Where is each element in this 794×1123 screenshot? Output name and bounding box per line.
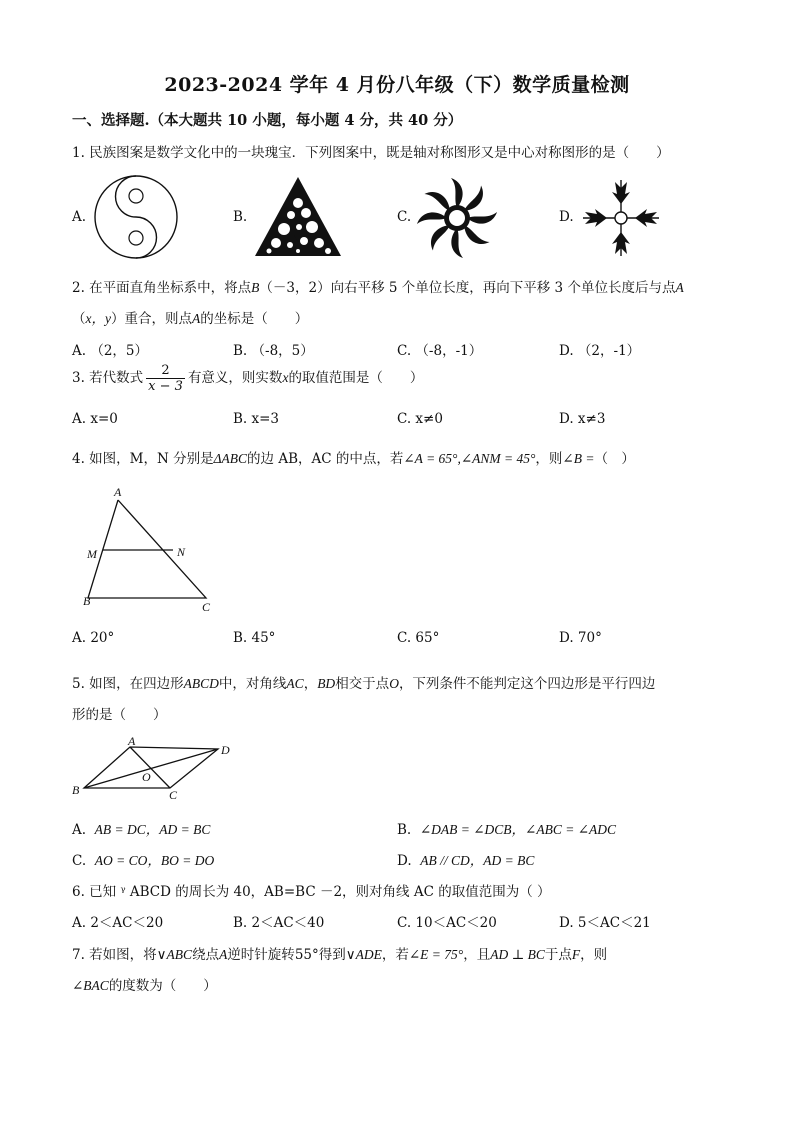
- q4-option-b: B. 45°: [233, 630, 276, 646]
- q2-option-d: D. （2，-1）: [559, 343, 641, 359]
- q1-option-b-label: B.: [233, 209, 248, 225]
- q6-stem: 6. 已知 ᵞ ABCD 的周长为 40，AB=BC －2，则对角线 AC 的取值范围为（ ）: [72, 884, 551, 900]
- q2-option-c: C. （-8，-1）: [397, 343, 483, 359]
- label-d: D: [221, 743, 230, 757]
- triangle-pattern-figure: [254, 175, 344, 259]
- q3-stem: 3. 若代数式 $\frac{2}{x - 3}$ 有意义，则实数x的取值范围是（ ）: [72, 363, 424, 394]
- q6-option-d: D. 5＜AC＜21: [559, 915, 651, 931]
- label-n: N: [177, 545, 186, 559]
- q4-option-c: C. 65°: [397, 630, 440, 646]
- q2-option-b: B. （-8，5）: [233, 343, 314, 359]
- q2-option-a: A. （2，5）: [72, 343, 149, 359]
- q1-option-c-label: C.: [397, 209, 412, 225]
- q3-option-d: D. x≠3: [559, 411, 606, 427]
- q6-option-a: A. 2＜AC＜20: [72, 915, 164, 931]
- label-c: C: [202, 600, 211, 614]
- q3-option-b: B. x=3: [233, 411, 280, 427]
- q4-triangle-diagram: [78, 483, 218, 615]
- cross-leaf-figure: [578, 176, 664, 260]
- q5-option-b: B. ∠DAB = ∠DCB，∠ABC = ∠ADC: [397, 822, 617, 838]
- q6-option-b: B. 2＜AC＜40: [233, 915, 325, 931]
- q4-stem: 4. 如图，M，N 分别是ΔABC的边 AB，AC 的中点，若∠A = 65°,∠ANM = 45°，则∠B =（ ）: [72, 451, 635, 467]
- label-a: A: [128, 734, 136, 748]
- yin-yang-figure: [92, 175, 182, 261]
- q3-fraction: $\frac{2}{x - 3}$: [148, 363, 183, 394]
- q3-option-c: C. x≠0: [397, 411, 443, 427]
- q1-option-d-label: D.: [559, 209, 574, 225]
- q1-option-a-label: A.: [72, 209, 87, 225]
- label-m: M: [87, 547, 97, 561]
- q4-option-d: D. 70°: [559, 630, 602, 646]
- q7-line1: 7. 若如图，将∨ABC绕点A逆时针旋转55°得到∨ADE，若∠E = 75°，且AD ⊥ BC于点F，则: [72, 947, 608, 963]
- q5-quadrilateral-diagram: [70, 733, 240, 803]
- q5-option-c: C. AO = CO，BO = DO: [72, 853, 215, 869]
- label-c: C: [169, 788, 178, 802]
- page-title: 2023-2024 学年 4 月份八年级（下）数学质量检测: [164, 74, 630, 96]
- section-heading: 一、选择题.（本大题共 10 小题，每小题 4 分，共 40 分）: [72, 112, 463, 129]
- q4-option-a: A. 20°: [72, 630, 115, 646]
- q1-stem: 1. 民族图案是数学文化中的一块瑰宝．下列图案中，既是轴对称图形又是中心对称图形的是（ ）: [72, 145, 670, 161]
- q6-option-c: C. 10＜AC＜20: [397, 915, 497, 931]
- label-b: B: [83, 594, 91, 608]
- q7-line2: ∠BAC的度数为（ ）: [72, 978, 217, 994]
- q5-option-d: D. AB // CD，AD = BC: [397, 853, 535, 869]
- q2-line1: 2. 在平面直角坐标系中，将点B（－3，2）向右平移 5 个单位长度，再向下平移 3 个单位长度后与点A: [72, 280, 684, 296]
- label-o: O: [142, 770, 151, 784]
- q5-line1: 5. 如图，在四边形ABCD中，对角线AC，BD相交于点O，下列条件不能判定这个四边形是平行四边: [72, 676, 656, 692]
- pinwheel-flower-figure: [414, 175, 500, 261]
- q2-line2: （x，y）重合，则点A的坐标是（ ）: [72, 311, 309, 327]
- q3-option-a: A. x=0: [72, 411, 118, 427]
- label-b: B: [72, 783, 80, 797]
- q5-line2: 形的是（ ）: [72, 707, 167, 723]
- label-a: A: [114, 485, 122, 499]
- q5-option-a: A. AB = DC，AD = BC: [72, 822, 211, 838]
